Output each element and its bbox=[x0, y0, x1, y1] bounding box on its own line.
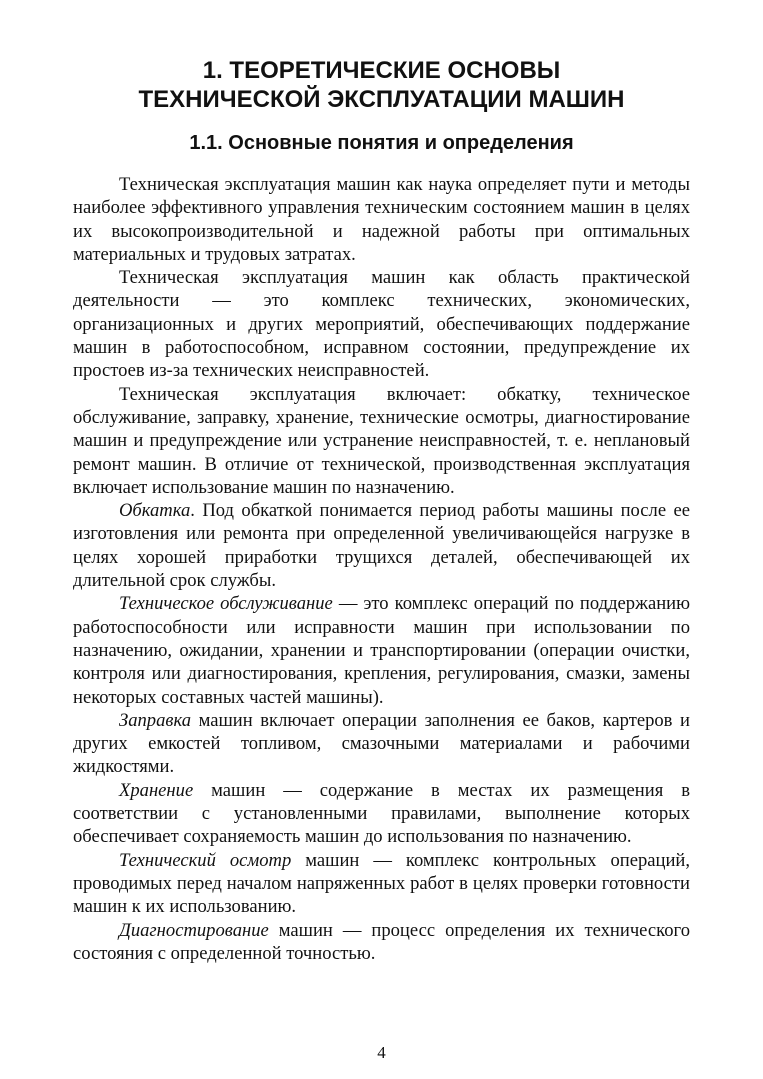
term-diagnostics: Диагностирование bbox=[119, 919, 269, 941]
paragraph-text: машин — процесс определения их технического состояния с определенной точностью. bbox=[73, 919, 690, 964]
paragraph-inspection bbox=[73, 849, 690, 919]
page-number: 4 bbox=[377, 1043, 386, 1062]
paragraph-text: Техническая эксплуатация машин как наука определяет пути и методы наиболее эффективного управления техническим состоянием машин в целях их высокопроизводительной и надежной работы при оптимальных материальных и трудовых затратах. bbox=[73, 174, 690, 265]
paragraph-obkatka bbox=[73, 499, 690, 592]
paragraph-text: машин — комплекс контрольных операций, проводимых перед началом напряженных работ в целях проверки готовности машин к их использованию. bbox=[73, 849, 690, 918]
chapter-title-line-2: ТЕХНИЧЕСКОЙ ЭКСПЛУАТАЦИИ МАШИН bbox=[138, 86, 625, 113]
paragraph-text: Техническая эксплуатация машин как область практической деятельности — это комплекс технических, экономических, организационных и других мероприятий, обеспечивающих поддержание машин в работоспособном, исправном состоянии, предупреждение их простоев из-за технических неисправностей. bbox=[73, 267, 690, 382]
paragraph-storage bbox=[73, 779, 690, 849]
term-refueling: Заправка bbox=[119, 709, 191, 731]
paragraph-definition-science bbox=[73, 173, 690, 266]
page-content bbox=[73, 56, 690, 965]
term-obkatka: Обкатка bbox=[119, 500, 191, 522]
paragraph-diagnostics bbox=[73, 919, 690, 966]
term-maintenance: Техническое обслуживание bbox=[119, 593, 333, 615]
paragraph-scope bbox=[73, 383, 690, 499]
paragraph-maintenance bbox=[73, 592, 690, 708]
paragraph-text: — это комплекс операций по поддержанию работоспособности или исправности машин при использовании по назначению, ожидании, хранении и транспортировании (операции очистки, контроля или диагностирования, крепления, регулирования, смазки, замены некоторых составных частей машины). bbox=[73, 593, 690, 708]
paragraph-definition-practice bbox=[73, 266, 690, 382]
paragraph-text: машин — содержание в местах их размещения в соответствии с установленными правилами, выполнение которых обеспечивает сохраняемость машин до использования по назначению. bbox=[73, 779, 690, 848]
paragraph-text: Техническая эксплуатация включает: обкатку, техническое обслуживание, заправку, хранение, технические осмотры, диагностирование машин и предупреждение или устранение неисправностей, т. е. неплановый ремонт машин. В отличие от технической, производственная эксплуатация включает использование машин по назначению. bbox=[73, 383, 690, 498]
chapter-title-line-1: 1. ТЕОРЕТИЧЕСКИЕ ОСНОВЫ bbox=[202, 57, 561, 84]
paragraph-text: машин включает операции заполнения ее баков, картеров и других емкостей топливом, смазочными материалами и рабочими жидкостями. bbox=[73, 709, 690, 778]
body-text bbox=[73, 173, 690, 965]
section-title: 1.1. Основные понятия и определения bbox=[189, 132, 574, 154]
term-storage: Хранение bbox=[119, 779, 194, 801]
paragraph-text: . Под обкаткой понимается период работы машины после ее изготовления или ремонта при определенной увеличивающейся нагрузке в целях хорошей приработки трущихся деталей, обеспечивающей их длительной срок службы. bbox=[73, 500, 690, 592]
chapter-title bbox=[73, 56, 690, 114]
term-inspection: Технический осмотр bbox=[119, 849, 292, 871]
paragraph-refueling bbox=[73, 709, 690, 779]
